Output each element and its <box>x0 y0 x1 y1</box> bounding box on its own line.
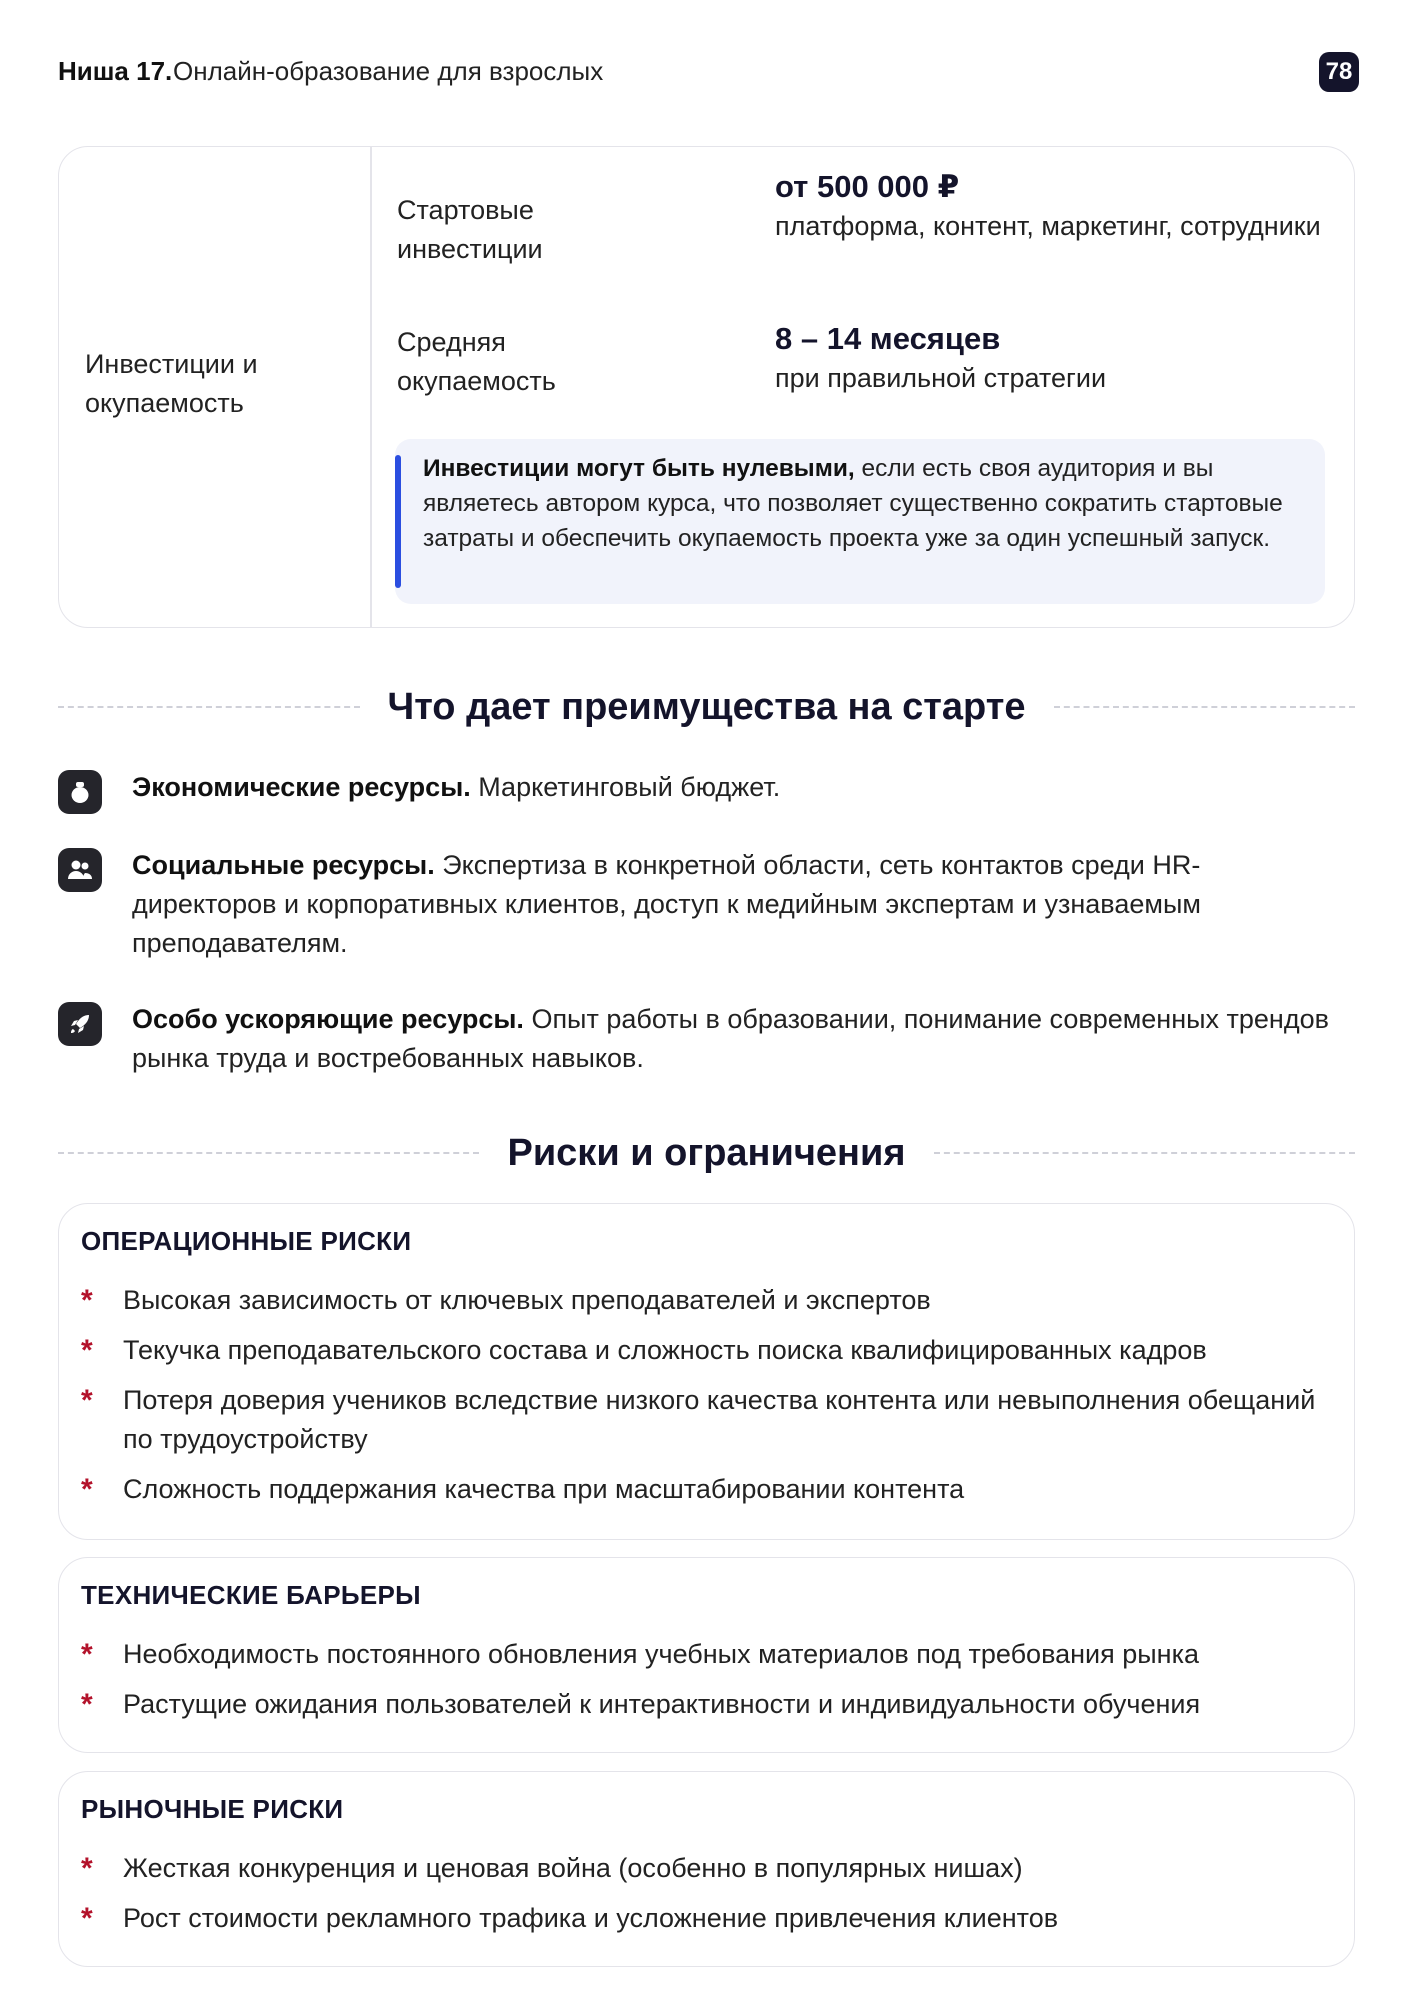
risk-group-title: ОПЕРАЦИОННЫЕ РИСКИ <box>81 1226 412 1256</box>
asterisk-icon: * <box>81 1473 93 1506</box>
note-bold-text: Инвестиции могут быть нулевыми, <box>423 455 855 482</box>
start-investments-value-block <box>775 167 1335 246</box>
start-investments-value: от 500 000 ₽ <box>775 169 960 204</box>
risks-title: Риски и ограничения <box>507 1131 906 1174</box>
start-investments-label: Стартовые инвестиции <box>397 195 543 264</box>
advantage-economic-text: Маркетинговый бюджет. <box>470 772 781 802</box>
page-header <box>58 52 1358 92</box>
advantage-accelerating-bold: Особо ускоряющие ресурсы. <box>132 1004 524 1034</box>
niche-label: Ниша 17. <box>58 56 173 86</box>
list-item: * Жесткая конкуренция и ценовая война (особенно в популярных нишах) <box>81 1849 1332 1888</box>
payback-desc: при правильной стратегии <box>775 363 1107 393</box>
advantage-social-bold: Социальные ресурсы. <box>132 850 435 880</box>
asterisk-icon: * <box>81 1688 93 1721</box>
payback-value: 8 – 14 месяцев <box>775 321 1001 356</box>
risk-list <box>81 1849 1332 1938</box>
asterisk-icon: * <box>81 1902 93 1935</box>
risks-section-title <box>58 1128 1355 1178</box>
advantage-accelerating-text: Опыт работы в образовании, понимание современных трендов рынка труда и востребованных навыков. <box>132 1004 1329 1073</box>
list-item: * Потеря доверия учеников вследствие низкого качества контента или невыполнения обещаний по трудоустройству <box>81 1381 1332 1459</box>
risk-card-operational <box>58 1203 1355 1540</box>
advantage-economic-bold: Экономические ресурсы. <box>132 772 471 802</box>
rocket-icon <box>58 1002 102 1046</box>
advantage-social-text: Экспертиза в конкретной области, сеть контактов среди HR-директоров и корпоративных клиентов, доступ к медийным экспертам и узнаваемым преподавателям. <box>132 850 1201 958</box>
page-number-badge: 78 <box>1319 52 1359 92</box>
investments-label: Инвестиции и окупаемость <box>85 349 258 418</box>
dashed-divider-left <box>58 706 360 708</box>
payback-value-block <box>775 319 1335 398</box>
money-bag-icon <box>58 770 102 814</box>
niche-title: Онлайн-образование для взрослых <box>173 56 604 86</box>
list-item: * Высокая зависимость от ключевых преподавателей и экспертов <box>81 1281 1332 1320</box>
list-item: * Необходимость постоянного обновления учебных материалов под требования рынка <box>81 1635 1332 1674</box>
list-item: * Текучка преподавательского состава и сложность поиска квалифицированных кадров <box>81 1331 1332 1370</box>
people-icon <box>58 848 102 892</box>
payback-label: Средняя окупаемость <box>397 327 556 396</box>
asterisk-icon: * <box>81 1852 93 1885</box>
risk-group-title: ТЕХНИЧЕСКИЕ БАРЬЕРЫ <box>81 1580 421 1610</box>
start-investments-desc: платформа, контент, маркетинг, сотрудники <box>775 211 1321 241</box>
risk-card-technical <box>58 1557 1355 1753</box>
asterisk-icon: * <box>81 1638 93 1671</box>
risk-group-title: РЫНОЧНЫЕ РИСКИ <box>81 1794 344 1824</box>
dashed-divider-right <box>1054 706 1356 708</box>
investment-note <box>395 439 1325 604</box>
investments-card <box>58 146 1355 628</box>
risk-list <box>81 1281 1332 1509</box>
card-divider <box>370 147 372 627</box>
note-text: если есть своя аудитория и вы являетесь автором курса, что позволяет существенно сократить стартовые затраты и обеспечить окупаемость проекта уже за один успешный запуск. <box>423 455 1283 552</box>
list-item: * Рост стоимости рекламного трафика и усложнение привлечения клиентов <box>81 1899 1332 1938</box>
asterisk-icon: * <box>81 1284 93 1317</box>
advantages-section-title <box>58 682 1355 732</box>
list-item: * Растущие ожидания пользователей к интерактивности и индивидуальности обучения <box>81 1685 1332 1724</box>
asterisk-icon: * <box>81 1384 93 1417</box>
risk-card-market <box>58 1771 1355 1967</box>
note-accent-bar <box>395 455 401 588</box>
list-item: * Сложность поддержания качества при масштабировании контента <box>81 1470 1332 1509</box>
risk-list <box>81 1635 1332 1724</box>
asterisk-icon: * <box>81 1334 93 1367</box>
dashed-divider-right <box>934 1152 1355 1154</box>
dashed-divider-left <box>58 1152 479 1154</box>
advantages-title: Что дает преимущества на старте <box>387 685 1026 728</box>
